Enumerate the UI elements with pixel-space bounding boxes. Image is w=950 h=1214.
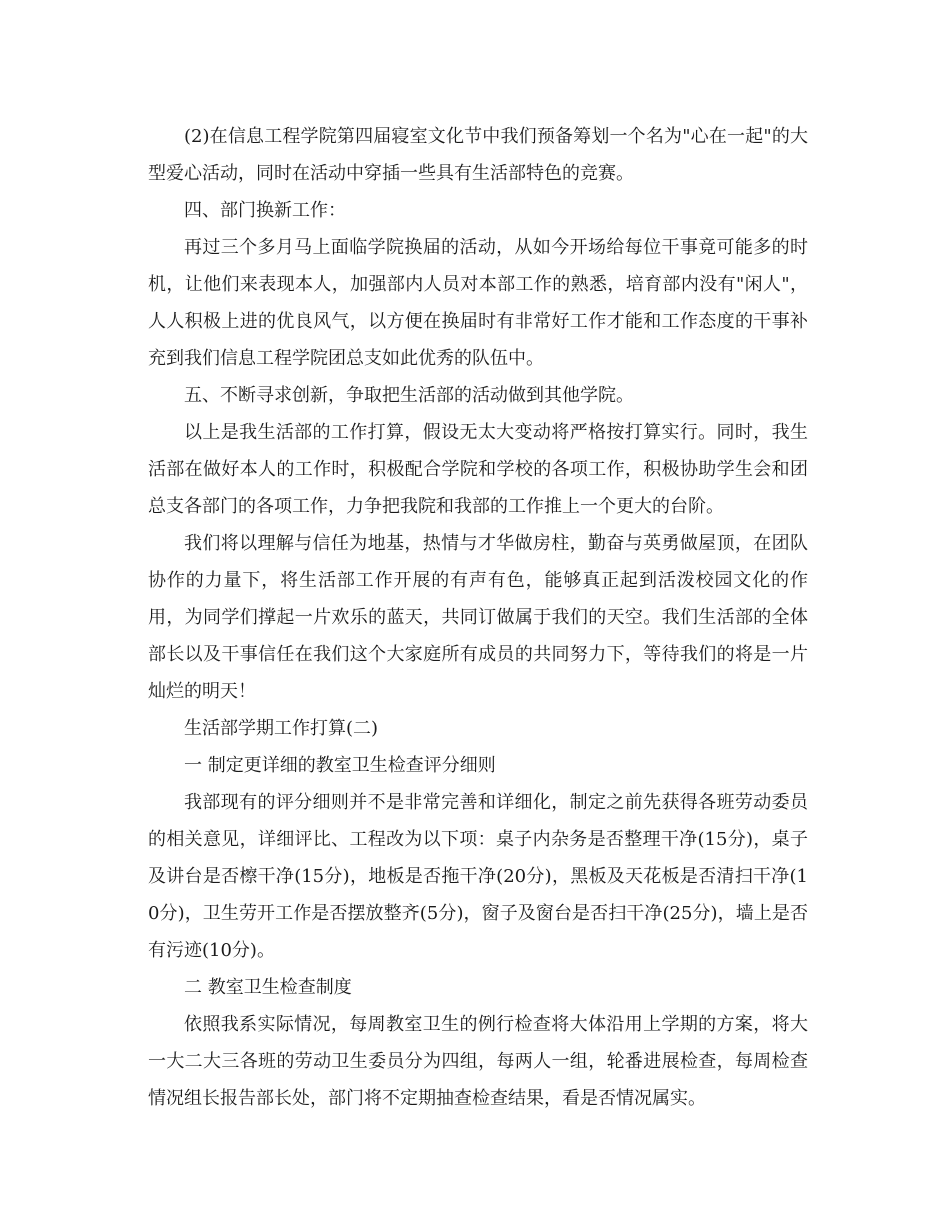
section-heading-4: 四、部门换新工作： [184, 200, 346, 221]
paragraph-plan-summary: 以上是我生活部的工作打算，假设无太大变动将严格按打算实行。同时，我生活部在做好本人的工作时，积极配合学院和学校的各项工作，积极协助学生会和团总支各部门的各项工作，力争把我院和我部的工作推上一个更大的台阶。 [148, 422, 808, 517]
document-subtitle: 生活部学期工作打算(二) [184, 718, 379, 739]
document-body [148, 118, 808, 1117]
section-heading-2: 二 教室卫生检查制度 [184, 977, 352, 998]
section-heading-1: 一 制定更详细的教室卫生检查评分细则 [184, 755, 496, 776]
section-heading-5: 五、不断寻求创新，争取把生活部的活动做到其他学院。 [184, 385, 634, 406]
paragraph-closing: 我们将以理解与信任为地基，热情与才华做房柱，勤奋与英勇做屋顶，在团队协作的力量下，将生活部工作开展的有声有色，能够真正起到活泼校园文化的作用，为同学们撑起一片欢乐的蓝天，共同订做属于我们的天空。我们生活部的全体部长以及干事信任在我们这个大家庭所有成员的共同努力下，等待我们的将是一片灿烂的明天！ [148, 533, 808, 702]
paragraph-succession: 再过三个多月马上面临学院换届的活动，从如今开场给每位干事竟可能多的时机，让他们来表现本人，加强部内人员对本部工作的熟悉，培育部内没有"闲人"，人人积极上进的优良风气，以方便在换届时有非常好工作才能和工作态度的干事补充到我们信息工程学院团总支如此优秀的队伍中。 [148, 237, 808, 369]
paragraph-scoring-rules: 我部现有的评分细则并不是非常完善和详细化，制定之前先获得各班劳动委员的相关意见，详细评比、工程改为以下项：桌子内杂务是否整理干净(15分)，桌子及讲台是否檫干净(15分)，地板是否拖干净(20分)，黑板及天花板是否清扫干净(10分)，卫生劳开工作是否摆放整齐(5分)，窗子及窗台是否扫干净(25分)，墙上是否有污迹(10分)。 [148, 792, 808, 961]
paragraph-inspection-system: 依照我系实际情况，每周教室卫生的例行检查将大体沿用上学期的方案，将大一大二大三各班的劳动卫生委员分为四组，每两人一组，轮番进展检查，每周检查情况组长报告部长处，部门将不定期抽查检查结果，看是否情况属实。 [148, 1014, 808, 1109]
paragraph-dorm-festival: (2)在信息工程学院第四届寝室文化节中我们预备筹划一个名为"心在一起"的大型爱心活动，同时在活动中穿插一些具有生活部特色的竞赛。 [148, 126, 808, 184]
